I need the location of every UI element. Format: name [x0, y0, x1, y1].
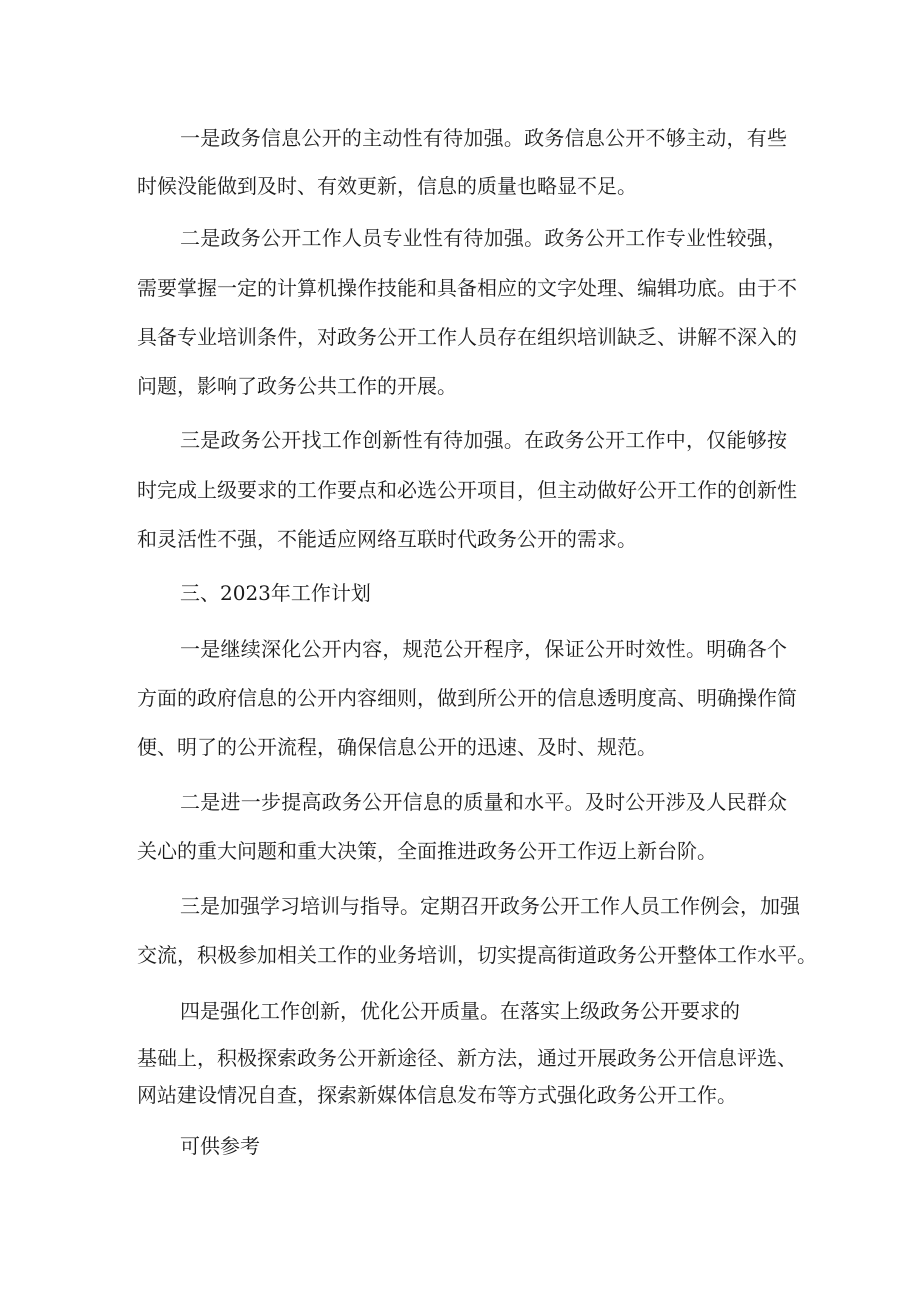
text-line: 具备专业培训条件，对政务公开工作人员存在组织培训缺乏、讲解不深入的 — [137, 325, 797, 349]
text-line: 方面的政府信息的公开内容细则，做到所公开的信息透明度高、明确操作简 — [137, 686, 797, 710]
text-line: 四是强化工作创新，优化公开质量。在落实上级政务公开要求的 — [180, 999, 740, 1023]
text-line: 和灵活性不强，不能适应网络互联时代政务公开的需求。 — [137, 527, 637, 551]
text-line: 一是继续深化公开内容，规范公开程序，保证公开时效性。明确各个 — [180, 637, 787, 661]
heading-text: 三、2023年工作计划 — [180, 581, 371, 605]
text-line: 三是加强学习培训与指导。定期召开政务公开工作人员工作例会，加强 — [180, 894, 800, 918]
text-line: 二是政务公开工作人员专业性有待加强。政务公开工作专业性较强， — [180, 226, 787, 250]
text-line: 关心的重大问题和重大决策，全面推进政务公开工作迈上新台阶。 — [137, 839, 717, 863]
text-line: 便、明了的公开流程，确保信息公开的迅速、及时、规范。 — [137, 735, 657, 759]
text-line: 二是进一步提高政务公开信息的质量和水平。及时公开涉及人民群众 — [180, 790, 787, 814]
text-line: 网站建设情况自查，探索新媒体信息发布等方式强化政务公开工作。 — [137, 1083, 737, 1107]
text-line: 时完成上级要求的工作要点和必选公开项目，但主动做好公开工作的创新性 — [137, 478, 797, 502]
text-line: 三是政务公开找工作创新性有待加强。在政务公开工作中，仅能够按 — [180, 428, 787, 452]
text-line: 需要掌握一定的计算机操作技能和具备相应的文字处理、编辑功底。由于不 — [137, 276, 797, 300]
text-line: 时候没能做到及时、有效更新，信息的质量也略显不足。 — [137, 174, 637, 198]
text-line: 问题，影响了政务公共工作的开展。 — [137, 374, 457, 398]
text-line: 一是政务信息公开的主动性有待加强。政务信息公开不够主动，有些 — [180, 126, 787, 150]
text-line: 基础上，积极探索政务公开新途径、新方法，通过开展政务公开信息评选、 — [137, 1046, 797, 1070]
text-line: 交流，积极参加相关工作的业务培训，切实提高街道政务公开整体工作水平。 — [137, 943, 817, 967]
text-line: 可供参考 — [180, 1134, 260, 1158]
